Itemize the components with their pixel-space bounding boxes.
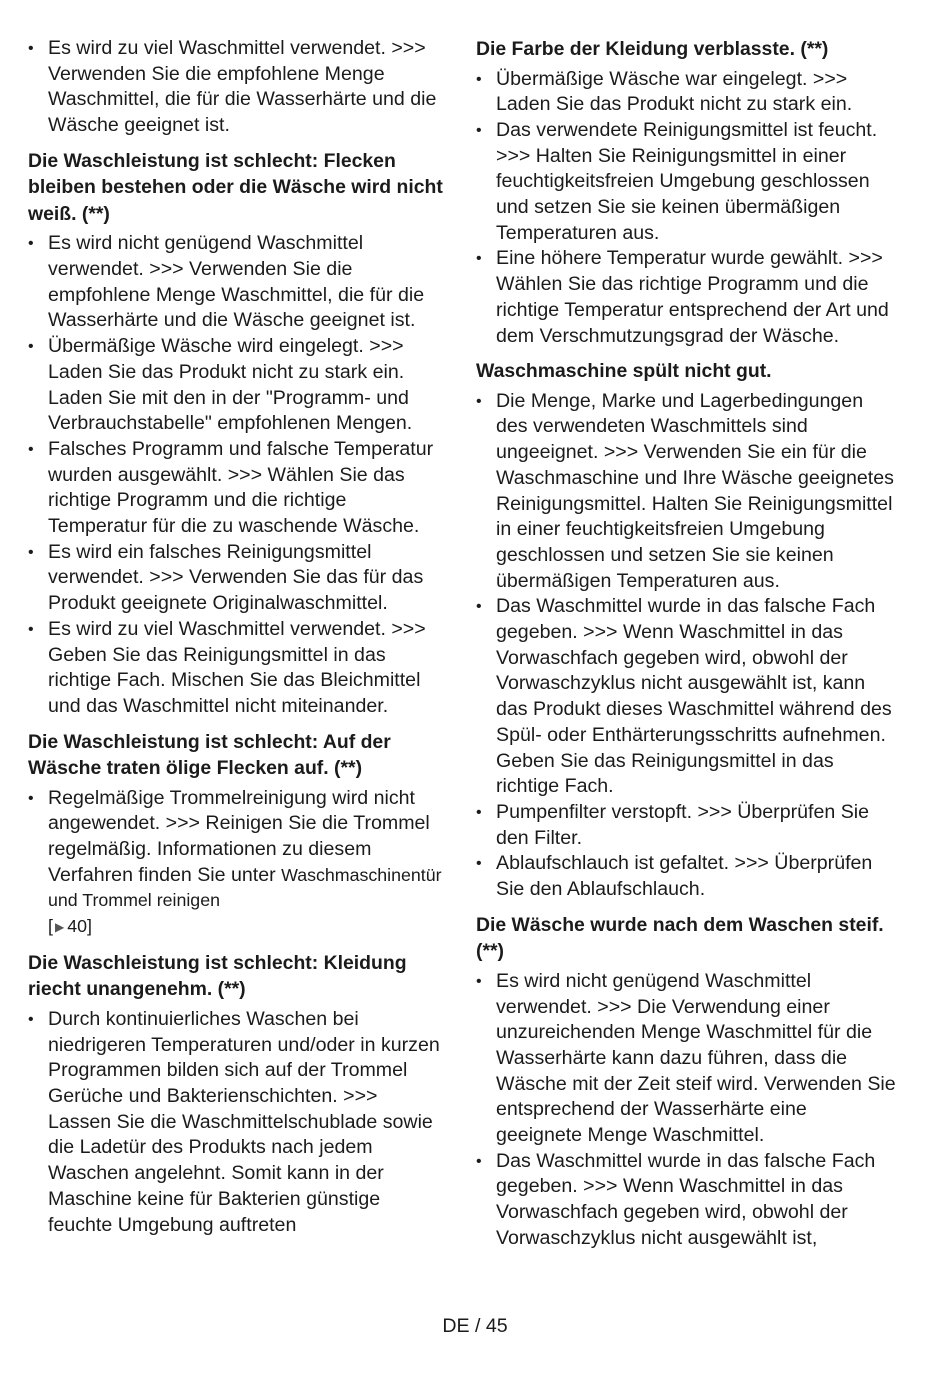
section-heading: Die Farbe der Kleidung verblasste. (**): [476, 38, 829, 60]
bullet-list: [476, 969, 896, 1252]
list-item-text: Pumpenfilter verstopft. >>> Überprüfen Sie den Filter.: [496, 800, 870, 849]
list-item-text: Übermäßige Wäsche war eingelegt. >>> Laden Sie das Produkt nicht zu stark ein.: [496, 67, 853, 116]
list-item-text: Es wird zu viel Waschmittel verwendet. >>> Geben Sie das Reinigungsmittel in das richtige Fach. Mischen Sie das Bleichmittel und das Waschmittel nicht miteinander.: [48, 617, 426, 717]
list-item: [476, 594, 896, 800]
section-heading: Die Waschleistung ist schlecht: Kleidung riecht unangenehm. (**): [28, 951, 407, 1001]
bullet-list: [28, 1007, 446, 1238]
bullet-list: [28, 786, 446, 941]
bullet-icon: •: [28, 1010, 34, 1028]
bullet-icon: •: [476, 972, 482, 990]
bullet-icon: •: [476, 121, 482, 139]
bullet-icon: •: [28, 620, 34, 638]
bullet-icon: •: [476, 803, 482, 821]
list-item-text: Übermäßige Wäsche wird eingelegt. >>> Laden Sie das Produkt nicht zu stark ein. Laden Sie mit den in der "Programm- und Verbrauchstabelle" empfohlenen Mengen.: [48, 335, 413, 435]
list-item: [28, 1007, 446, 1238]
section-heading: Die Waschleistung ist schlecht: Flecken bleiben bestehen oder die Wäsche wird nicht weiß. (**): [28, 149, 443, 225]
list-item: [28, 540, 446, 617]
section-heading: Die Waschleistung ist schlecht: Auf der Wäsche traten ölige Flecken auf. (**): [28, 730, 391, 780]
bullet-icon: •: [28, 40, 34, 57]
bullet-list: [476, 67, 896, 350]
bullet-list: [28, 36, 446, 139]
list-item: [28, 437, 446, 540]
list-item-text: Das Waschmittel wurde in das falsche Fach gegeben. >>> Wenn Waschmittel in das Vorwaschfach gegeben wird, obwohl der Vorwaschzyklus nicht ausgewählt ist,: [496, 1149, 876, 1249]
list-item-text: Es wird ein falsches Reinigungsmittel verwendet. >>> Verwenden Sie das für das Produkt geeignete Originalwaschmittel.: [48, 540, 424, 615]
list-item-text: Das Waschmittel wurde in das falsche Fach gegeben. >>> Wenn Waschmittel in das Vorwaschfach gegeben wird, obwohl der Vorwaschzyklus nicht ausgewählt ist, kann das Produkt dieses Waschmittel während des Spül- oder Enthärterungsschritts aufnehmen. Geben Sie das Reinigungsmittel in das richtige Fach.: [496, 595, 892, 798]
list-item: [476, 246, 896, 349]
list-item: [476, 851, 896, 902]
list-item-text: Das verwendete Reinigungsmittel ist feucht. >>> Halten Sie Reinigungsmittel in einer feuchtigkeitsfreien Umgebung geschlossen und setzen Sie sie keinen übermäßigen Temperaturen aus.: [496, 118, 878, 244]
list-item: [28, 617, 446, 720]
ref-bracket: [: [48, 916, 53, 937]
list-item-text: Eine höhere Temperatur wurde gewählt. >>> Wählen Sie das richtige Programm und die richtige Temperatur entsprechend der Art und dem Verschmutzungsgrad der Wäsche.: [496, 247, 889, 347]
bullet-icon: •: [476, 250, 482, 268]
cross-reference-link[interactable]: Waschmaschinentür und Trommel reinigen: [48, 864, 442, 911]
list-item-text: Ablaufschlauch ist gefaltet. >>> Überprüfen Sie den Ablaufschlauch.: [496, 852, 873, 901]
section-heading: Waschmaschine spült nicht gut.: [476, 360, 772, 383]
bullet-list: [28, 231, 446, 719]
list-item-text: Es wird nicht genügend Waschmittel verwendet. >>> Die Verwendung einer unzureichenden Menge Waschmittel für die Wasserhärte kann dazu führen, dass die Wäsche mit der Zeit steif wird. Verwenden Sie entsprechend der Wasserhärte eine geeignete Menge Waschmittel.: [496, 969, 896, 1147]
list-item: [476, 969, 896, 1149]
list-item: [28, 36, 446, 139]
list-item-text: Es wird zu viel Waschmittel verwendet. >>> Verwenden Sie die empfohlene Menge Waschmittel, die für die Wasserhärte und die Wäsche geeignet ist.: [48, 37, 437, 137]
list-item-text: Es wird nicht genügend Waschmittel verwendet. >>> Verwenden Sie die empfohlene Menge Waschmittel, die für die Wasserhärte und die Wäsche geeignet ist.: [48, 232, 425, 332]
list-item: [28, 786, 446, 941]
list-item: [476, 1149, 896, 1252]
arrow-right-icon: ▶: [54, 920, 65, 935]
bullet-icon: •: [476, 855, 482, 873]
list-item-text: Regelmäßige Trommelreinigung wird nicht angewendet. >>> Reinigen Sie die Trommel regelmäßig. Informationen zu diesem Verfahren finden Sie unter: [48, 786, 430, 886]
page-reference[interactable]: 40]: [67, 916, 92, 937]
bullet-icon: •: [28, 789, 34, 807]
right-column: [476, 36, 896, 1261]
bullet-icon: •: [28, 440, 34, 458]
page-number: DE / 45: [442, 1315, 508, 1337]
list-item: [28, 231, 446, 334]
list-item-text: Die Menge, Marke und Lagerbedingungen des verwendeten Waschmittels sind ungeeignet. >>> Verwenden Sie ein für die Waschmaschine und Ihre Wäsche geeignetes Reinigungsmittel. Halten Sie Reinigungsmittel in einer feuchtigkeitsfreien Umgebung geschlossen und setzen Sie sie keinen übermäßigen Temperaturen aus.: [496, 389, 894, 592]
bullet-icon: •: [476, 70, 482, 88]
list-item: [476, 118, 896, 247]
list-item: [476, 389, 896, 595]
list-item: [28, 334, 446, 437]
list-item: [476, 67, 896, 118]
bullet-icon: •: [28, 338, 34, 356]
left-column: [28, 36, 446, 1247]
bullet-icon: •: [476, 392, 482, 410]
bullet-icon: •: [28, 543, 34, 561]
bullet-icon: •: [28, 235, 34, 253]
bullet-icon: •: [476, 598, 482, 616]
list-item-text: Durch kontinuierliches Waschen bei niedrigeren Temperaturen und/oder in kurzen Programmen bilden sich auf der Trommel Gerüche und Bakterienschichten. >>> Lassen Sie die Waschmittelschublade sowie die Ladetür des Produkts nach jedem Waschen angelehnt. Somit kann in der Maschine keine für Bakterien günstige feuchte Umgebung auftreten: [48, 1007, 440, 1236]
bullet-list: [476, 389, 896, 903]
bullet-icon: •: [476, 1152, 482, 1170]
section-heading: Die Wäsche wurde nach dem Waschen steif. (**): [476, 913, 884, 963]
list-item: [476, 800, 896, 851]
list-item-text: Falsches Programm und falsche Temperatur wurden ausgewählt. >>> Wählen Sie das richtige Programm und die richtige Temperatur für die zu waschende Wäsche.: [48, 437, 434, 538]
